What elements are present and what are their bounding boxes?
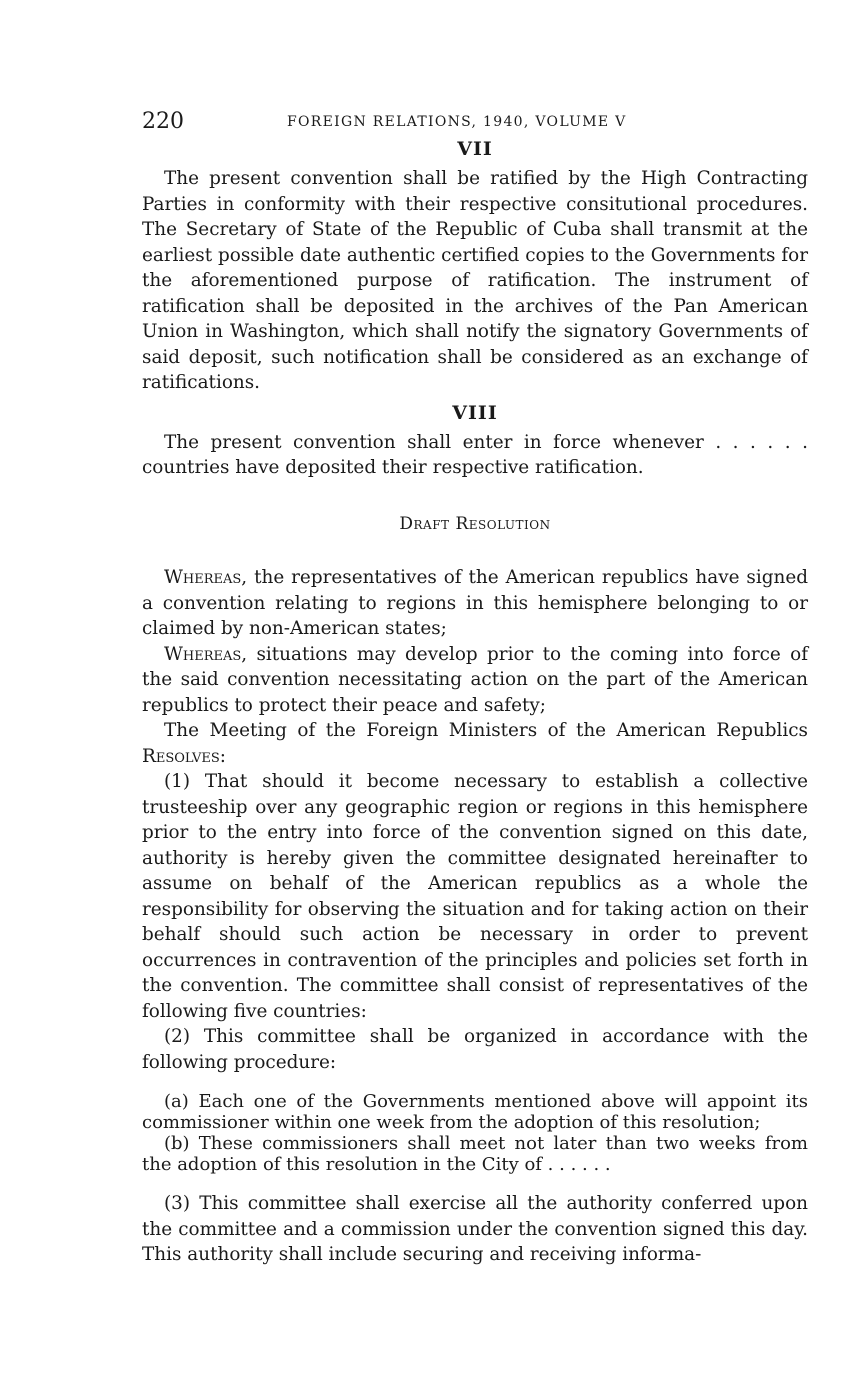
section-viii-paragraph: The present convention shall enter in force whenever . . . . . . countries have deposited their respective ratification. bbox=[142, 431, 808, 478]
running-head-title: FOREIGN RELATIONS, 1940, VOLUME V bbox=[287, 114, 627, 130]
whereas-paragraph-1 bbox=[142, 565, 808, 642]
running-head bbox=[142, 100, 808, 136]
whereas-text-1: the representatives of the American republics have signed a convention relating to regions in this hemisphere belonging to or claimed by non-American states; bbox=[142, 567, 808, 639]
whereas-lead-1: Whereas, bbox=[164, 567, 248, 588]
resolves-line bbox=[142, 744, 808, 770]
page-number: 220 bbox=[142, 109, 184, 134]
resolution-item-3: (3) This committee shall exercise all the authority conferred upon the committee and a commission under the convention signed this day. This authority shall include securing and receiving informa- bbox=[142, 1193, 808, 1265]
draft-resolution-heading: Draft Resolution bbox=[399, 513, 551, 534]
whereas-lead-2: Whereas, bbox=[164, 643, 248, 665]
meeting-paragraph: The Meeting of the Foreign Ministers of the American Republics bbox=[164, 720, 808, 741]
resolves-word: Resolves bbox=[142, 745, 220, 767]
resolution-item-1: (1) That should it become necessary to establish a collective trusteeship over any geographic region or regions in this hemisphere prior to the entry into force of the convention signed on this date, authority is hereby given the committee designated hereinafter to assume on behalf of the American republics as a whole the responsibility for observing the situation and for taking action on their behalf should such action be necessary in order to prevent occurrences in contravention of the principles and policies set forth in the convention. The committee shall consist of representatives of the following five countries: bbox=[142, 771, 808, 1022]
section-heading-viii: VIII bbox=[452, 401, 498, 424]
resolution-item-2: (2) This committee shall be organized in accordance with the following procedure: bbox=[142, 1026, 808, 1073]
section-vii-paragraph: The present convention shall be ratified by the High Contracting Parties in conformity with their respective consitutional procedures. The Secretary of State of the Republic of Cuba shall transmit at the earliest possible date authentic certified copies to the Governments for the aforementioned purpose of ratification. The instrument of ratification shall be deposited in the archives of the Pan American Union in Washington, which shall notify the signatory Governments of said deposit, such notification shall be considered as an exchange of ratifications. bbox=[142, 168, 808, 393]
resolves-colon: : bbox=[219, 745, 226, 767]
document-page bbox=[142, 100, 808, 1268]
whereas-paragraph-2 bbox=[142, 642, 808, 719]
whereas-text-2: situations may develop prior to the coming into force of the said convention necessitating action on the part of the American republics to protect their peace and safety; bbox=[142, 643, 808, 716]
section-heading-vii: VII bbox=[457, 138, 493, 160]
resolution-item-b: (b) These commissioners shall meet not later than two weeks from the adoption of this resolution in the City of . . . . . . bbox=[142, 1133, 808, 1175]
resolution-item-a: (a) Each one of the Governments mentioned above will appoint its commissioner within one week from the adoption of this resolution; bbox=[142, 1091, 808, 1133]
